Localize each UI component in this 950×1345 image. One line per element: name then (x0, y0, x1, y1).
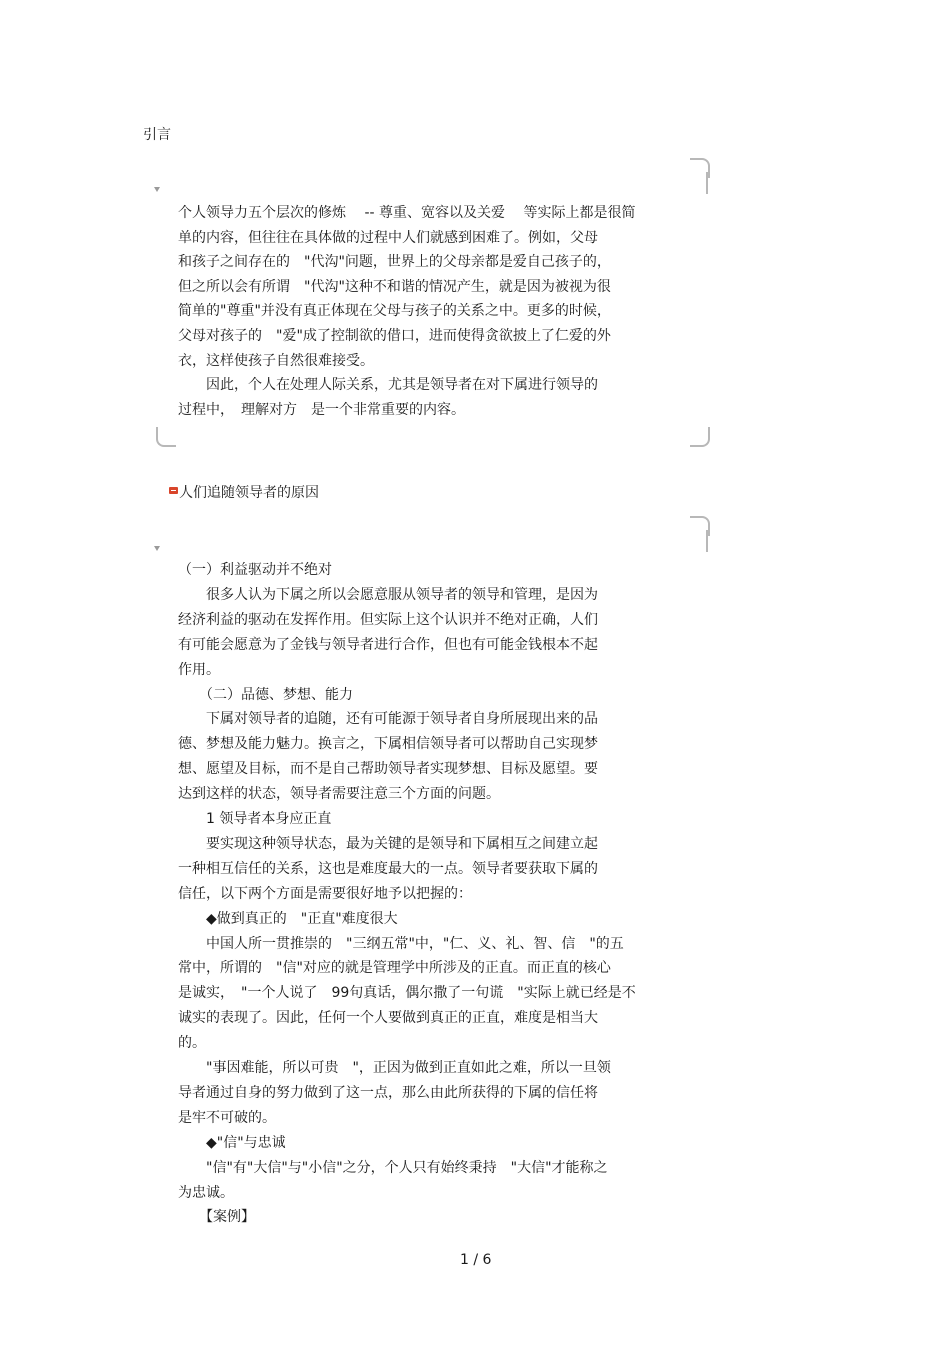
box1-collapse-marker-icon (154, 187, 160, 192)
text-line: 信任，以下两个方面是需要很好地予以把握的： (178, 885, 472, 902)
text-line: ◆做到真正的 "正直"难度很大 (178, 910, 398, 927)
box2-collapse-marker-icon (154, 546, 160, 551)
text-line: 衣，这样使孩子自然很难接受。 (178, 352, 374, 369)
text-line: 和孩子之间存在的 "代沟"问题，世界上的父母亲都是爱自己孩子的， (178, 254, 611, 271)
text-line: ◆"信"与忠诚 (178, 1134, 286, 1151)
text-line: 下属对领导者的追随，还有可能源于领导者自身所展现出来的品 (178, 711, 598, 728)
text-line: 因此，个人在处理人际关系，尤其是领导者在对下属进行领导的 (178, 377, 598, 394)
text-line: 的。 (178, 1035, 206, 1052)
text-line: 常中，所谓的 "信"对应的就是管理学中所涉及的正直。而正直的核心 (178, 960, 611, 977)
text-line: 诚实的表现了。因此，任何一个人要做到真正的正直，难度是相当大 (178, 1010, 598, 1027)
text-line: 想、愿望及目标，而不是自己帮助领导者实现梦想、目标及愿望。要 (178, 761, 598, 778)
box1-corner-bottom-right (690, 427, 710, 447)
text-line: 但之所以会有所谓 "代沟"这种不和谐的情况产生，就是因为被视为很 (178, 278, 611, 295)
text-line: "信"有"大信"与"小信"之分，个人只有始终秉持 "大信"才能称之 (178, 1159, 608, 1176)
text-line: 中国人所一贯推崇的 "三纲五常"中，"仁、义、礼、智、信 "的五 (178, 935, 624, 952)
text-line: 德、梦想及能力魅力。换言之，下属相信领导者可以帮助自己实现梦 (178, 736, 598, 753)
text-line: 一种相互信任的关系，这也是难度最大的一点。领导者要获取下属的 (178, 860, 598, 877)
section-title: 人们追随领导者的原因 (179, 485, 319, 501)
text-line: 为忠诚。 (178, 1184, 234, 1201)
text-line: 经济利益的驱动在发挥作用。但实际上这个认识并不绝对正确，人们 (178, 611, 598, 628)
text-line: 作用。 (178, 661, 220, 678)
text-line: 有可能会愿意为了金钱与领导者进行合作，但也有可能金钱根本不起 (178, 636, 598, 653)
text-line: 个人领导力五个层次的修炼 -- 尊重、宽容以及关爱 等实际上都是很简 (178, 205, 636, 221)
text-line: 1 领导者本身应正直 (178, 811, 332, 827)
text-line: 简单的"尊重"并没有真正体现在父母与孩子的关系之中。更多的时候， (178, 303, 611, 320)
text-line: 过程中， 理解对方 是一个非常重要的内容。 (178, 401, 465, 418)
box2-right-border (706, 530, 708, 552)
page-number: 1 / 6 (460, 1252, 492, 1268)
text-line: 很多人认为下属之所以会愿意服从领导者的领导和管理，是因为 (178, 586, 598, 603)
text-line: 单的内容，但往往在具体做的过程中人们就感到困难了。例如，父母 (178, 229, 598, 246)
text-line: 要实现这种领导状态，最为关键的是领导和下属相互之间建立起 (178, 835, 598, 852)
text-line: "事因难能，所以可贵 "，正因为做到正直如此之难，所以一旦领 (178, 1060, 611, 1076)
box1-corner-bottom-left (156, 427, 176, 447)
text-line: 达到这样的状态，领导者需要注意三个方面的问题。 (178, 786, 500, 803)
text-line: （二）品德、梦想、能力 (178, 686, 353, 703)
text-line: （一）利益驱动并不绝对 (178, 562, 332, 578)
box1-right-border (706, 172, 708, 194)
text-line: 【案例】 (178, 1209, 255, 1226)
text-line: 父母对孩子的 "爱"成了控制欲的借口，进而使得贪欲披上了仁爱的外 (178, 328, 611, 344)
arrow-bullet-icon (169, 487, 178, 494)
intro-heading: 引言 (143, 127, 171, 143)
text-line: 是诚实， "一个人说了 99句真话，偶尔撒了一句谎 "实际上就已经是不 (178, 985, 636, 1002)
text-line: 导者通过自身的努力做到了这一点，那么由此所获得的下属的信任将 (178, 1084, 598, 1101)
text-line: 是牢不可破的。 (178, 1109, 276, 1126)
